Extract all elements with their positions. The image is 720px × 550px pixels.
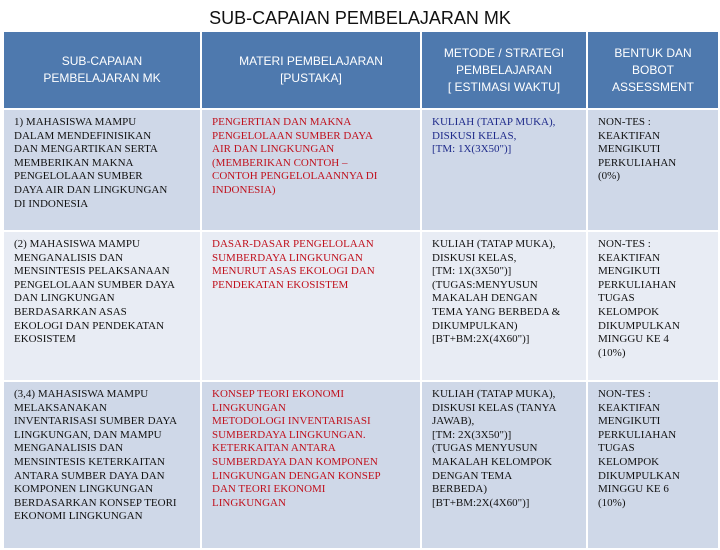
cell-text-line: MAKALAH DENGAN [432, 292, 538, 305]
cell-text-line: PENDEKATAN EKOSISTEM [212, 278, 349, 291]
cell-text-line: MENSINTESIS KETERKAITAN [14, 455, 165, 468]
cell-materi [201, 381, 421, 549]
cell-text-line: CONTOH PENGELOLAANNYA DI [212, 170, 378, 183]
cell-text-line: MENGIKUTI [598, 265, 661, 278]
cell-text-line: BENTUK DAN [614, 45, 692, 60]
cell-text-line: JAWAB), [432, 415, 475, 428]
cell-text-line: DIKUMPULKAN [598, 319, 680, 332]
cell-text-line: NON-TES : [598, 388, 651, 400]
cell-text-line: MELAKSANAKAN [14, 401, 107, 414]
cell-text-line: KETERKAITAN ANTARA [212, 442, 336, 455]
cell-materi [201, 109, 421, 231]
cell-text-line: KULIAH (TATAP MUKA), [432, 238, 556, 250]
table-row [3, 381, 719, 549]
header-metode [421, 31, 587, 109]
cell-text-line: TUGAS [598, 292, 635, 305]
cell-text-line: LINGKUNGAN [212, 401, 286, 414]
cell-text-line: (0%) [598, 170, 620, 183]
cell-text-line: MINGGU KE 6 [598, 483, 669, 496]
cell-text-line: MATERI PEMBELAJARAN [239, 54, 383, 68]
cell-metode [421, 231, 587, 381]
cell-text-line: PENGERTIAN DAN MAKNA [212, 116, 352, 128]
table-row [3, 231, 719, 381]
cell-text-line: (10%) [598, 346, 626, 359]
cell-text-line: (10%) [598, 496, 626, 509]
cell-text-line: DAYA AIR DAN LINGKUNGAN [14, 183, 168, 196]
cell-text-line: 1) MAHASISWA MAMPU [14, 116, 137, 128]
cell-text-line: [TM: 1X(3X50")] [432, 265, 512, 278]
cell-text-line: MENGIKUTI [598, 143, 661, 156]
rps-table [2, 30, 720, 550]
cell-text-line: DISKUSI KELAS, [432, 251, 517, 264]
cell-text-line: MAKALAH KELOMPOK [432, 455, 553, 468]
cell-materi [201, 231, 421, 381]
table-row [3, 109, 719, 231]
cell-text-line: PERKULIAHAN [598, 428, 677, 441]
cell-text-line: KELOMPOK [598, 455, 660, 468]
cell-text-line: DAN LINGKUNGAN [14, 292, 115, 305]
cell-text-line: BERBEDA) [432, 483, 487, 496]
table-header-row [3, 31, 719, 109]
cell-text-line: METODE / STRATEGI [443, 45, 565, 60]
cell-text-line: LINGKUNGAN, DAN MAMPU [14, 428, 162, 441]
cell-text-line: MENURUT ASAS EKOLOGI DAN [212, 265, 375, 278]
cell-text-line: [PUSTAKA] [280, 71, 342, 85]
cell-text-line: DENGAN TEMA [432, 469, 513, 482]
cell-text-line: (MEMBERIKAN CONTOH – [212, 156, 348, 169]
cell-text-line: [ ESTIMASI WAKTU] [447, 79, 561, 94]
cell-text-line: DI INDONESIA [14, 197, 89, 210]
cell-text-line: MENGIKUTI [598, 415, 661, 428]
cell-bentuk [587, 109, 719, 231]
cell-text-line: METODOLOGI INVENTARISASI [212, 415, 371, 428]
cell-text-line: [TM: 2X(3X50")] [432, 428, 512, 441]
cell-text-line: EKOLOGI DAN PENDEKATAN [14, 319, 165, 332]
cell-text-line: DISKUSI KELAS (TANYA [432, 401, 557, 414]
cell-text-line: (TUGAS MENYUSUN [432, 442, 538, 455]
cell-text-line: BERDASARKAN ASAS [14, 305, 127, 318]
cell-text-line: EKONOMI LINGKUNGAN [14, 510, 143, 523]
cell-text-line: ANTARA SUMBER DAYA DAN [14, 469, 165, 482]
cell-text-line: SUMBERDAYA DAN KOMPONEN [212, 455, 378, 468]
cell-sub-capaian [3, 109, 201, 231]
header-sub-capaian [3, 31, 201, 109]
cell-text-line: [TM: 1X(3X50")] [432, 143, 512, 156]
page-title: SUB-CAPAIAN PEMBELAJARAN MK [209, 8, 511, 28]
cell-text-line: PERKULIAHAN [598, 156, 677, 169]
cell-text-line: EKOSISTEM [14, 333, 76, 346]
cell-text-line: DIKUMPULKAN [598, 469, 680, 482]
cell-text-line: LINGKUNGAN [212, 496, 286, 509]
cell-text-line: MENGANALISIS DAN [14, 442, 124, 455]
cell-metode [421, 381, 587, 549]
cell-text-line: MENSINTESIS PELAKSANAAN [14, 265, 170, 278]
cell-text-line: TEMA YANG BERBEDA & [432, 305, 561, 318]
cell-text-line: KEAKTIFAN [598, 251, 661, 264]
cell-text-line: PERKULIAHAN [598, 278, 677, 291]
cell-metode [421, 109, 587, 231]
cell-text-line: LINGKUNGAN DENGAN KONSEP [212, 469, 381, 482]
cell-text-line: MINGGU KE 4 [598, 333, 669, 346]
rps-table-container [2, 30, 718, 538]
cell-text-line: [BT+BM:2X(4X60")] [432, 333, 530, 346]
cell-text-line: (3,4) MAHASISWA MAMPU [14, 388, 149, 400]
cell-bentuk [587, 381, 719, 549]
cell-text-line: DISKUSI KELAS, [432, 129, 517, 142]
cell-sub-capaian [3, 381, 201, 549]
cell-text-line: DAN MENGARTIKAN SERTA [14, 143, 158, 156]
cell-text-line: PEMBELAJARAN MK [43, 71, 161, 85]
cell-text-line: KONSEP TEORI EKONOMI [212, 388, 344, 400]
cell-text-line: DALAM MENDEFINISIKAN [14, 129, 152, 142]
cell-text-line: DIKUMPULKAN) [432, 319, 518, 332]
cell-text-line: KOMPONEN LINGKUNGAN [14, 483, 154, 496]
cell-text-line: KULIAH (TATAP MUKA), [432, 388, 556, 400]
cell-text-line: DAN TEORI EKONOMI [212, 483, 326, 496]
cell-text-line: DASAR-DASAR PENGELOLAAN [212, 238, 374, 250]
cell-text-line: KELOMPOK [598, 305, 660, 318]
cell-text-line: SUMBERDAYA LINGKUNGAN [212, 251, 363, 264]
cell-text-line: SUMBERDAYA LINGKUNGAN. [212, 428, 366, 441]
cell-text-line: INVENTARISASI SUMBER DAYA [14, 415, 178, 428]
cell-text-line: INDONESIA) [212, 183, 276, 196]
cell-text-line: ASSESSMENT [611, 79, 695, 94]
cell-text-line: BOBOT [631, 62, 674, 77]
cell-text-line: KEAKTIFAN [598, 129, 661, 142]
header-materi [201, 31, 421, 109]
cell-text-line: NON-TES : [598, 116, 651, 128]
cell-text-line: KULIAH (TATAP MUKA), [432, 116, 556, 128]
header-bentuk [587, 31, 719, 109]
cell-text-line: PEMBELAJARAN [455, 62, 553, 77]
cell-text-line: KEAKTIFAN [598, 401, 661, 414]
cell-text-line: TUGAS [598, 442, 635, 455]
cell-text-line: AIR DAN LINGKUNGAN [212, 143, 335, 156]
cell-text-line: PENGELOLAAN SUMBER [14, 170, 143, 183]
cell-text-line: BERDASARKAN KONSEP TEORI [14, 496, 177, 509]
cell-sub-capaian [3, 231, 201, 381]
cell-text-line: PENGELOLAAN SUMBER DAYA [212, 129, 373, 142]
cell-text-line: SUB-CAPAIAN [61, 54, 143, 68]
cell-text-line: (2) MAHASISWA MAMPU [14, 238, 140, 250]
cell-text-line: PENGELOLAAN SUMBER DAYA [14, 278, 175, 291]
cell-text-line: MENGANALISIS DAN [14, 251, 124, 264]
cell-text-line: NON-TES : [598, 238, 651, 250]
cell-text-line: (TUGAS:MENYUSUN [432, 278, 538, 291]
cell-bentuk [587, 231, 719, 381]
cell-text-line: [BT+BM:2X(4X60")] [432, 496, 530, 509]
cell-text-line: MEMBERIKAN MAKNA [14, 156, 134, 169]
